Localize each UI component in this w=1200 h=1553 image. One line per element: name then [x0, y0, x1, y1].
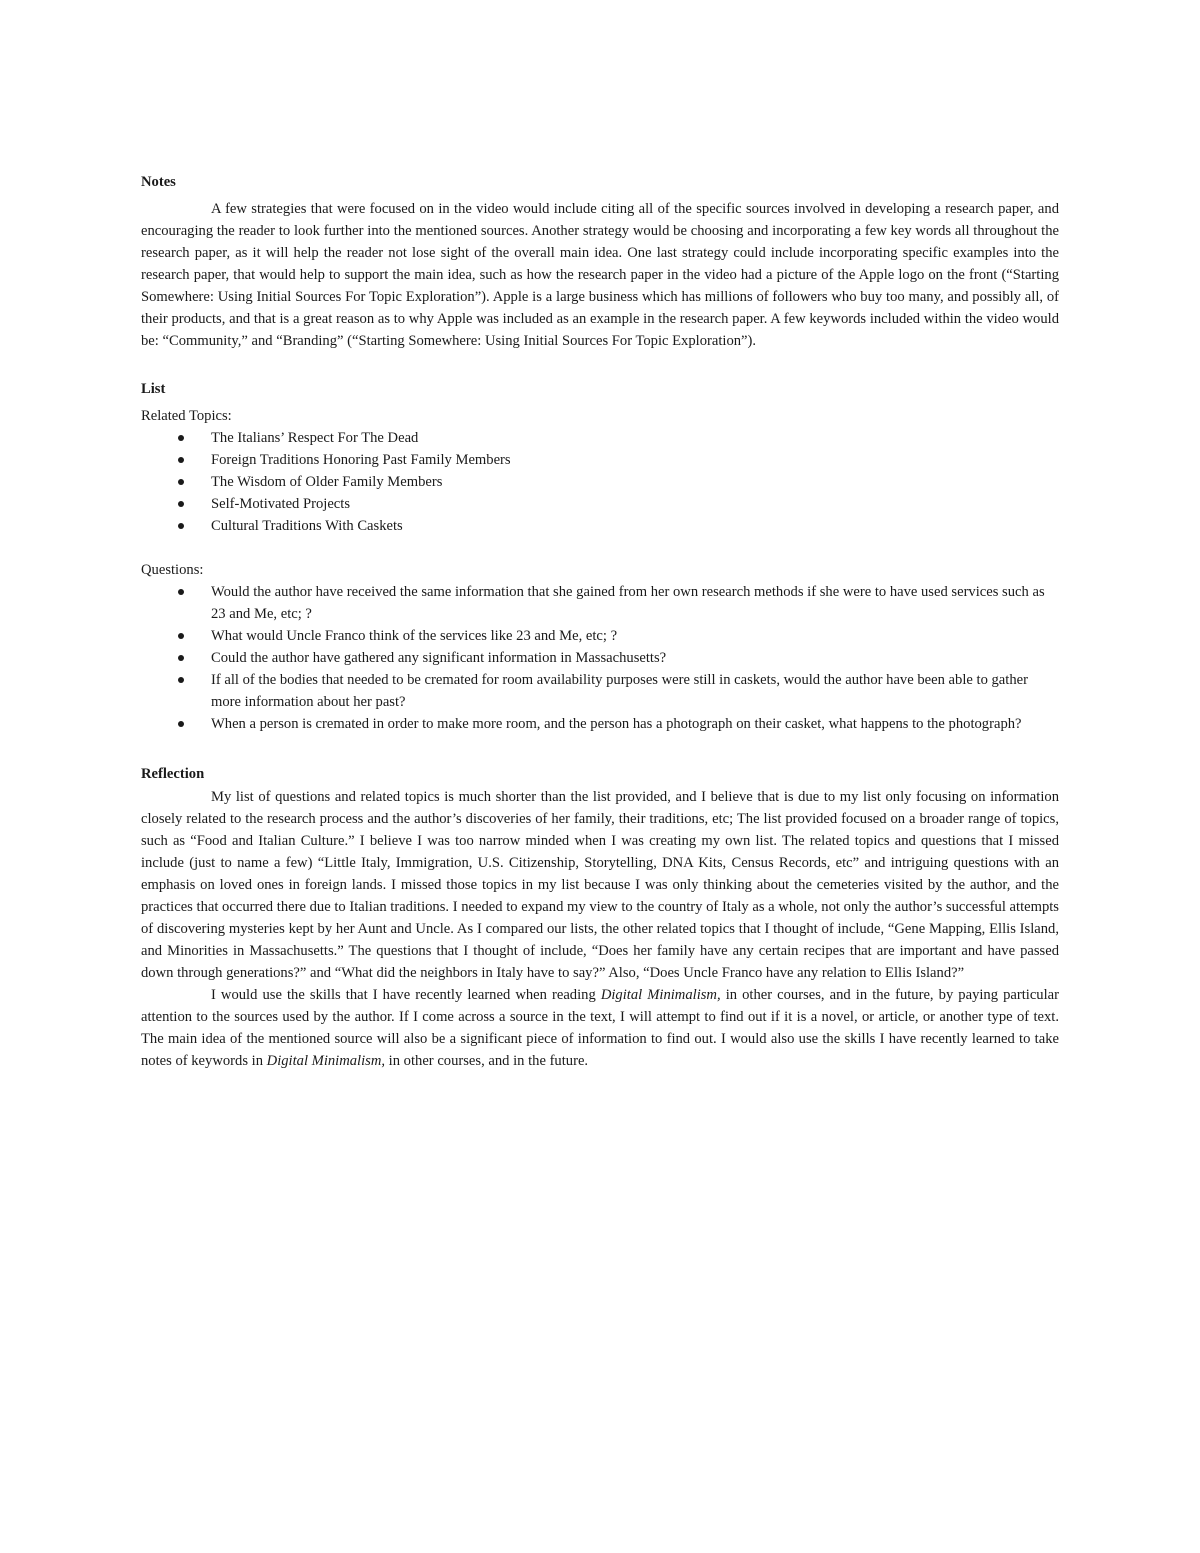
related-topic-text: Self-Motivated Projects [211, 496, 351, 512]
question-text: Could the author have gathered any significant information in Massachusetts? [211, 650, 667, 666]
questions-label: Questions: [141, 562, 204, 578]
list-item [141, 625, 1059, 647]
bullet-icon [178, 655, 184, 661]
reflection-paragraph-1: My list of questions and related topics is much shorter than the list provided, and I believe that is due to my list only focusing on information closely related to the research process and the author’s discoveries of her family, their traditions, etc; The list provided focused on a broader range of topics, such as “Food and Italian Culture.” I believe I was too narrow minded when I was creating my own list. The related topics and questions that I missed include (just to name a few) “Little Italy, Immigration, U.S. Citizenship, Storytelling, DNA Kits, Census Records, etc” and intriguing questions with an emphasis on loved ones in foreign lands. I missed those topics in my list because I was only thinking about the cemeteries visited by the author, and the practices that occurred there due to Italian traditions. I needed to expand my view to the country of Italy as a whole, not only the author’s successful attempts of discovering mysteries kept by her Aunt and Uncle. As I compared our lists, the other related topics that I thought of include, “Gene Mapping, Ellis Island, and Minorities in Massachusetts.” The questions that I thought of include, “Does her family have any certain recipes that are important and have passed down through generations?” and “What did the neighbors in Italy have to say?” Also, “Does Uncle Franco have any relation to Ellis Island?” [141, 789, 1059, 981]
bullet-icon [178, 677, 184, 683]
reflection-paragraph-2 [141, 984, 1059, 1072]
bullet-icon [178, 435, 184, 441]
notes-heading: Notes [141, 174, 176, 190]
bullet-icon [178, 523, 184, 529]
related-topic-text: The Italians’ Respect For The Dead [211, 430, 419, 446]
related-topic-text: The Wisdom of Older Family Members [211, 474, 443, 490]
question-text: Would the author have received the same information that she gained from her own research methods if she were to have used services such as 23 and Me, etc; ? [211, 584, 1045, 622]
list-item [141, 449, 1059, 471]
document-page [141, 170, 1059, 1072]
bullet-icon [178, 479, 184, 485]
question-text: If all of the bodies that needed to be cremated for room availability purposes were still in caskets, would the author have been able to gather more information about her past? [211, 672, 1028, 710]
book-title: Digital Minimalism, [600, 987, 721, 1003]
notes-paragraph: A few strategies that were focused on in the video would include citing all of the specific sources involved in developing a research paper, and encouraging the reader to look further into the mentioned sources. Another strategy would be choosing and incorporating a few key words all throughout the research paper, as it will help the reader not lose sight of the overall main idea. One last strategy could include incorporating specific examples into the research paper, that would help to support the main idea, such as how the research paper in the video had a picture of the Apple logo on the front (“Starting Somewhere: Using Initial Sources For Topic Exploration”). Apple is a large business which has millions of followers who buy too many, and possibly all, of their products, and that is a great reason as to why Apple was included as an example in the research paper. A few keywords included within the video would be: “Community,” and “Branding” (“Starting Somewhere: Using Initial Sources For Topic Exploration”). [141, 201, 1059, 349]
questions-list [141, 581, 1059, 735]
question-text: When a person is cremated in order to make more room, and the person has a photograph on their casket, what happens to the photograph? [211, 716, 1022, 732]
list-item [141, 669, 1059, 713]
bullet-icon [178, 457, 184, 463]
list-item [141, 493, 1059, 515]
list-heading: List [141, 381, 166, 397]
bullet-icon [178, 633, 184, 639]
bullet-icon [178, 589, 184, 595]
list-item [141, 471, 1059, 493]
related-topic-text: Cultural Traditions With Caskets [211, 518, 403, 534]
reflection-heading: Reflection [141, 766, 205, 782]
list-item [141, 581, 1059, 625]
list-item [141, 427, 1059, 449]
list-item [141, 647, 1059, 669]
list-item [141, 515, 1059, 537]
bullet-icon [178, 501, 184, 507]
list-item [141, 713, 1059, 735]
bullet-icon [178, 721, 184, 727]
question-text: What would Uncle Franco think of the services like 23 and Me, etc; ? [211, 628, 618, 644]
reflection-p2-text-3: in other courses, and in the future. [385, 1053, 589, 1069]
related-topics-list [141, 427, 1059, 537]
reflection-p2-text-2: in other courses, and in the future, by paying particular attention to the sources used by the author. If I come across a source in the text, I will attempt to find out if it is a novel, or article, or another type of text. The main idea of the mentioned source will also be a significant piece of information to find out. I would also use the skills I have recently learned to take notes of keywords in [141, 987, 1059, 1069]
reflection-p2-text-1: I would use the skills that I have recently learned when reading [211, 987, 601, 1003]
related-topic-text: Foreign Traditions Honoring Past Family Members [211, 452, 511, 468]
book-title: Digital Minimalism, [266, 1053, 386, 1069]
related-topics-label: Related Topics: [141, 408, 232, 424]
